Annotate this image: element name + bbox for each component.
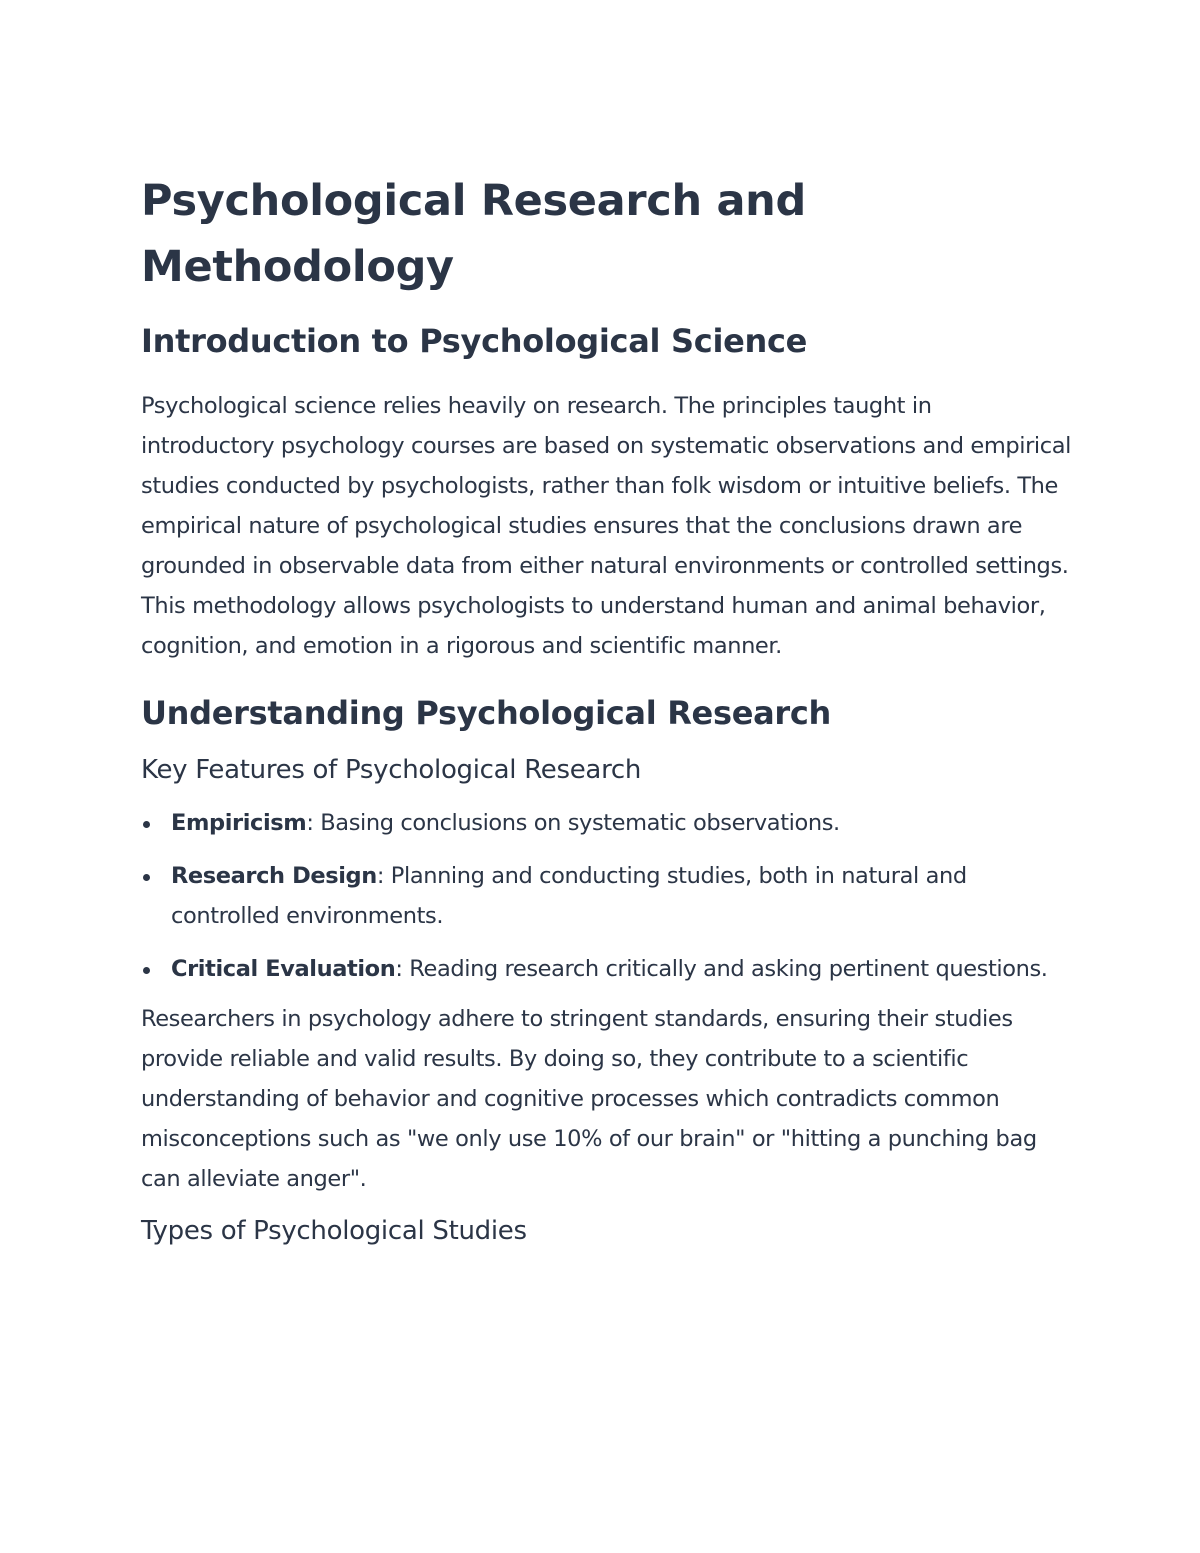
list-item — [141, 949, 1071, 989]
key-features-list — [141, 803, 1071, 989]
section-heading-intro: Introduction to Psychological Science — [141, 322, 808, 360]
feature-description: : Reading research critically and asking pertinent questions. — [395, 956, 1048, 982]
feature-term: Empiricism — [171, 810, 307, 836]
feature-description: : Planning and conducting studies, both in natural and controlled environments. — [171, 863, 967, 929]
bullet-icon — [143, 821, 150, 828]
document-page — [141, 168, 1071, 1249]
list-item — [141, 856, 1071, 936]
document-title: Psychological Research and Methodology — [141, 176, 806, 292]
intro-paragraph: Psychological science relies heavily on research. The principles taught in introductory psychology courses are based on systematic observations and empirical studies conducted by psychologists, rather than folk wisdom or intuitive beliefs. The empirical nature of psychological studies ensures that the conclusions drawn are grounded in observable data from either natural environments or controlled settings. This methodology allows psychologists to understand human and animal behavior, cognition, and emotion in a rigorous and scientific manner. — [141, 393, 1071, 659]
feature-term: Research Design — [171, 863, 377, 889]
bullet-icon — [143, 967, 150, 974]
subheading-types-of-studies: Types of Psychological Studies — [141, 1216, 527, 1246]
bullet-icon — [143, 874, 150, 881]
list-item — [141, 803, 1071, 843]
feature-term: Critical Evaluation — [171, 956, 396, 982]
section-heading-understanding: Understanding Psychological Research — [141, 694, 832, 732]
feature-description: : Basing conclusions on systematic observations. — [306, 810, 840, 836]
subheading-key-features: Key Features of Psychological Research — [141, 755, 642, 785]
researchers-paragraph: Researchers in psychology adhere to stringent standards, ensuring their studies provide reliable and valid results. By doing so, they contribute to a scientific understanding of behavior and cognitive processes which contradicts common misconceptions such as "we only use 10% of our brain" or "hitting a punching bag can alleviate anger". — [141, 1006, 1037, 1192]
